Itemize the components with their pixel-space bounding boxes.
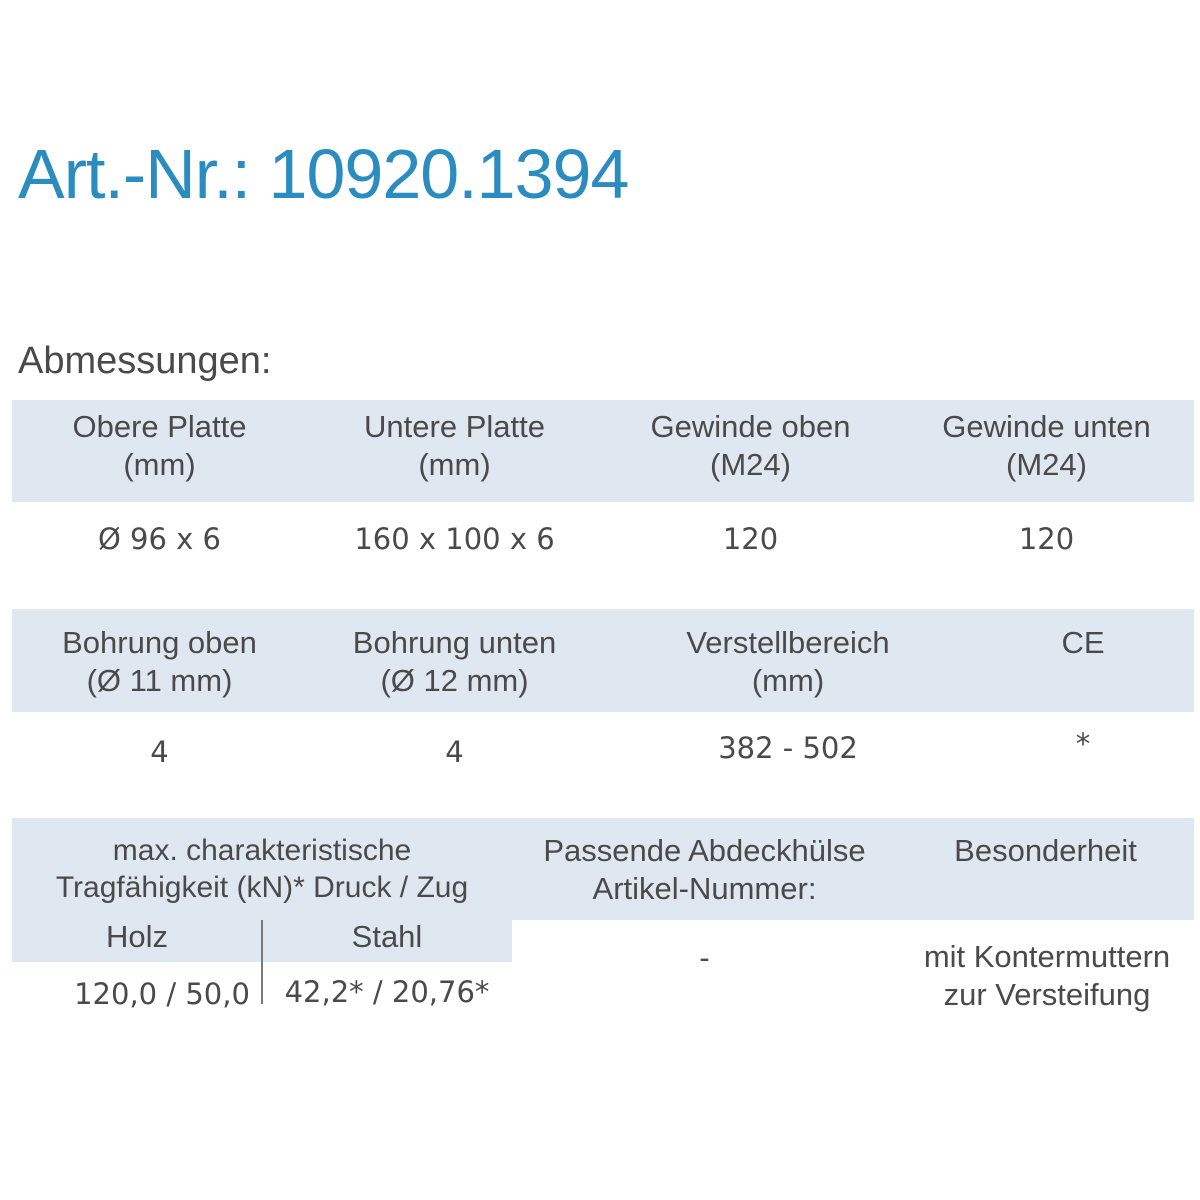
value-obere-platte: Ø 96 x 6 <box>98 522 221 556</box>
value-besonderheit: mit Kontermuttern zur Versteifung <box>923 939 1171 1012</box>
value-bohrung-oben: 4 <box>150 735 169 769</box>
header-abdeckhuelse: Passende Abdeckhülse Artikel-Nummer: <box>543 833 866 906</box>
header-untere-platte: Untere Platte (mm) <box>364 409 545 482</box>
header-ce: CE <box>1061 625 1105 660</box>
subheader-stahl: Stahl <box>351 919 423 954</box>
value-holz: 120,0 / 50,0 <box>74 977 250 1011</box>
value-gewinde-oben: 120 <box>722 522 779 556</box>
header-gewinde-oben: Gewinde oben (M24) <box>650 409 851 482</box>
header-bohrung-oben: Bohrung oben (Ø 11 mm) <box>62 625 257 698</box>
value-verstellbereich: 382 - 502 <box>718 731 858 765</box>
subheader-holz: Holz <box>105 919 168 954</box>
header-obere-platte: Obere Platte (mm) <box>72 409 247 482</box>
header-tragfaehigkeit: max. charakteristische Tragfähigkeit (kN)* Druck / Zug <box>55 834 469 904</box>
value-untere-platte: 160 x 100 x 6 <box>354 522 555 556</box>
header-gewinde-unten: Gewinde unten (M24) <box>942 409 1151 482</box>
article-number-title: Art.-Nr.: 10920.1394 <box>18 135 629 213</box>
dimensions-heading: Abmessungen: <box>18 340 272 382</box>
header-bohrung-unten: Bohrung unten (Ø 12 mm) <box>352 625 557 698</box>
value-bohrung-unten: 4 <box>445 735 464 769</box>
value-ce: * <box>1075 727 1091 761</box>
header-besonderheit: Besonderheit <box>954 833 1137 868</box>
value-abdeckhuelse: - <box>699 941 710 975</box>
header-verstellbereich: Verstellbereich (mm) <box>686 625 890 698</box>
value-gewinde-unten: 120 <box>1018 522 1075 556</box>
value-stahl: 42,2* / 20,76* <box>284 975 490 1009</box>
